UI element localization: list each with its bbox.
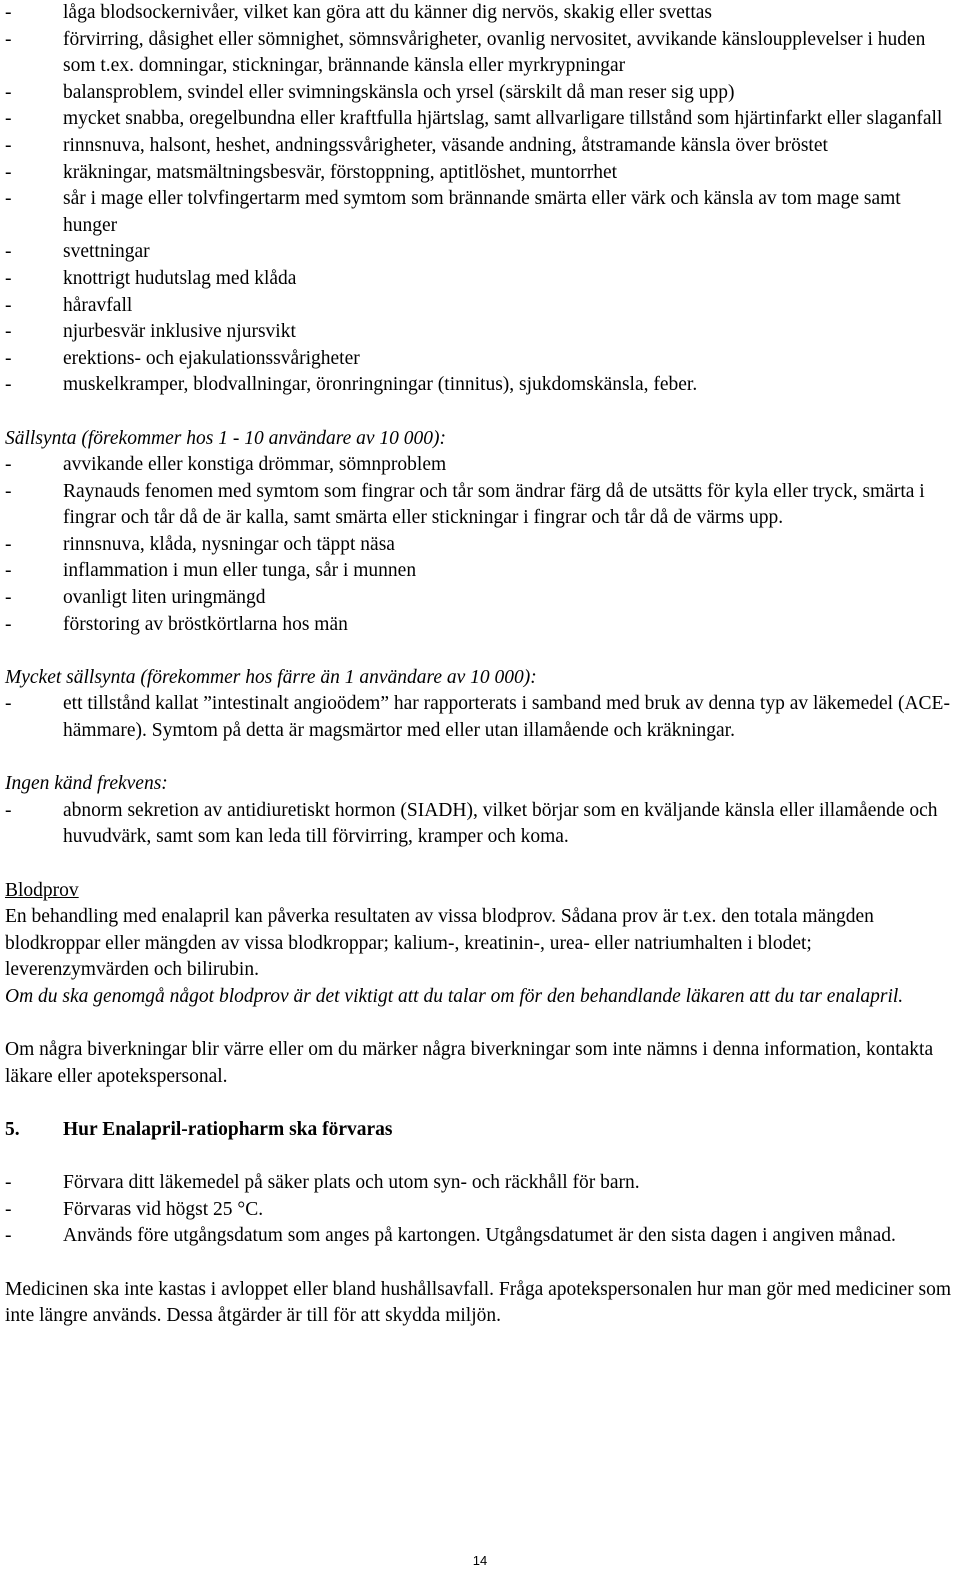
list-item xyxy=(5,319,955,346)
list-item xyxy=(5,479,955,532)
list-item-text: rinnsnuva, halsont, heshet, andningssvårigheter, väsande andning, åtstramande känsla över bröstet xyxy=(63,134,828,156)
list-dash: - xyxy=(5,1198,12,1220)
list-dash: - xyxy=(5,267,12,289)
list-item xyxy=(5,1223,955,1250)
list-item xyxy=(5,585,955,612)
blood-test-heading: Blodprov xyxy=(5,879,79,901)
list-item xyxy=(5,798,955,851)
list-item-text: Raynauds fenomen med symtom som fingrar och tår som ändrar färg då de utsätts för kyla eller tryck, smärta i fingrar och tår då de är kalla, samt smärta eller stickningar i fingrar och tår då de värms upp. xyxy=(63,480,925,529)
unknown-frequency-section xyxy=(5,771,955,851)
list-item xyxy=(5,27,955,80)
list-item-text: förstoring av bröstkörtlarna hos män xyxy=(63,613,348,635)
list-item-text: inflammation i mun eller tunga, sår i munnen xyxy=(63,560,417,582)
list-dash: - xyxy=(5,374,12,396)
page-number: 14 xyxy=(472,1553,488,1568)
list-item xyxy=(5,239,955,266)
list-dash: - xyxy=(5,1225,12,1247)
list-dash: - xyxy=(5,480,12,502)
list-dash: - xyxy=(5,587,12,609)
very-rare-heading: Mycket sällsynta (förekommer hos färre än 1 användare av 10 000): xyxy=(5,666,537,688)
blood-test-text: En behandling med enalapril kan påverka resultaten av vissa blodprov. Sådana prov är t.ex. den totala mängden blodkroppar eller mängden av vissa blodkroppar; kalium-, kreatinin-, urea- eller natriumhalten i blodet; leverenzymvärden och bilirubin. xyxy=(5,906,874,981)
list-dash: - xyxy=(5,108,12,130)
list-item xyxy=(5,691,955,744)
list-item xyxy=(5,1170,955,1197)
section-5-title xyxy=(5,1117,955,1144)
list-dash: - xyxy=(5,81,12,103)
very-rare-section xyxy=(5,665,955,745)
list-item-text: mycket snabba, oregelbundna eller kraftfulla hjärtslag, samt allvarligare tillstånd som hjärtinfarkt eller slaganfall xyxy=(63,108,943,130)
list-item-text: erektions- och ejakulationssvårigheter xyxy=(63,347,360,369)
list-dash: - xyxy=(5,28,12,50)
list-item xyxy=(5,293,955,320)
blood-test-note: Om du ska genomgå något blodprov är det viktigt att du talar om för den behandlande läkaren att du tar enalapril. xyxy=(5,985,904,1007)
list-dash: - xyxy=(5,693,12,715)
section-5 xyxy=(5,1117,955,1250)
list-item xyxy=(5,186,955,239)
document-page xyxy=(5,0,955,1330)
list-item-text: ett tillstånd kallat ”intestinalt angioödem” har rapporterats i samband med bruk av denna typ av läkemedel (ACE-hämmare). Symtom på detta är magsmärtor med eller utan illamående och kräkningar. xyxy=(63,693,950,742)
list-item xyxy=(5,160,955,187)
list-item-text: Förvara ditt läkemedel på säker plats och utom syn- och räckhåll för barn. xyxy=(63,1172,640,1194)
list-item-text: håravfall xyxy=(63,294,133,316)
list-item-text: låga blodsockernivåer, vilket kan göra att du känner dig nervös, skakig eller svettas xyxy=(63,2,713,23)
list-item-text: abnorm sekretion av antidiuretiskt hormon (SIADH), vilket börjar som en kväljande känsla eller illamående och huvudvärk, samt som kan leda till förvirring, kramper och koma. xyxy=(63,799,938,848)
section-title-text: Hur Enalapril-ratiopharm ska förvaras xyxy=(63,1118,393,1140)
list-item xyxy=(5,1197,955,1224)
unknown-frequency-heading: Ingen känd frekvens: xyxy=(5,773,168,795)
list-item-text: ovanligt liten uringmängd xyxy=(63,587,266,609)
list-dash: - xyxy=(5,347,12,369)
list-dash: - xyxy=(5,161,12,183)
list-item xyxy=(5,372,955,399)
list-item-text: knottrigt hudutslag med klåda xyxy=(63,267,297,289)
list-dash: - xyxy=(5,613,12,635)
report-side-effects-text: Om några biverkningar blir värre eller om du märker några biverkningar som inte nämns i denna information, kontakta läkare eller apotekspersonal. xyxy=(5,1039,934,1087)
list-item xyxy=(5,612,955,639)
list-item xyxy=(5,532,955,559)
list-dash: - xyxy=(5,134,12,156)
list-dash: - xyxy=(5,294,12,316)
list-dash: - xyxy=(5,533,12,555)
list-item xyxy=(5,0,955,27)
list-item xyxy=(5,346,955,373)
list-item-text: njurbesvär inklusive njursvikt xyxy=(63,321,296,343)
list-item-text: Används före utgångsdatum som anges på kartongen. Utgångsdatumet är den sista dagen i angiven månad. xyxy=(63,1225,896,1247)
blood-test-section xyxy=(5,878,955,1011)
list-dash: - xyxy=(5,454,12,476)
list-item-text: balansproblem, svindel eller svimningskänsla och yrsel (särskilt då man reser sig upp) xyxy=(63,81,735,103)
list-item xyxy=(5,80,955,107)
list-item xyxy=(5,266,955,293)
list-dash: - xyxy=(5,799,12,821)
disposal-text: Medicinen ska inte kastas i avloppet eller bland hushållsavfall. Fråga apotekspersonalen hur man gör med mediciner som inte längre används. Dessa åtgärder är till för att skydda miljön. xyxy=(5,1278,952,1327)
list-item-text: muskelkramper, blodvallningar, öronringningar (tinnitus), sjukdomskänsla, feber. xyxy=(63,374,698,396)
section-number: 5. xyxy=(5,1118,20,1140)
list-item-text: sår i mage eller tolvfingertarm med symtom som brännande smärta eller värk och känsla av tom mage samt hunger xyxy=(63,188,901,236)
list-item-text: svettningar xyxy=(63,241,150,263)
list-dash: - xyxy=(5,1172,12,1194)
list-item xyxy=(5,558,955,585)
list-dash: - xyxy=(5,188,12,210)
list-dash: - xyxy=(5,2,12,23)
list-dash: - xyxy=(5,241,12,263)
list-item xyxy=(5,106,955,133)
list-dash: - xyxy=(5,560,12,582)
list-item-text: avvikande eller konstiga drömmar, sömnproblem xyxy=(63,454,447,476)
list-item-text: förvirring, dåsighet eller sömnighet, sömnsvårigheter, ovanlig nervositet, avvikande känsloupplevelser i huden som t.ex. domningar, stickningar, brännande känsla eller myrkrypningar xyxy=(63,28,926,77)
list-item xyxy=(5,452,955,479)
rare-heading: Sällsynta (förekommer hos 1 - 10 användare av 10 000): xyxy=(5,427,447,449)
list-item-text: Förvaras vid högst 25 °C. xyxy=(63,1198,264,1220)
side-effects-list xyxy=(5,0,955,399)
rare-section xyxy=(5,426,955,639)
list-item-text: rinnsnuva, klåda, nysningar och täppt näsa xyxy=(63,533,395,555)
list-item-text: kräkningar, matsmältningsbesvär, förstoppning, aptitlöshet, muntorrhet xyxy=(63,161,618,183)
list-item xyxy=(5,133,955,160)
list-dash: - xyxy=(5,321,12,343)
